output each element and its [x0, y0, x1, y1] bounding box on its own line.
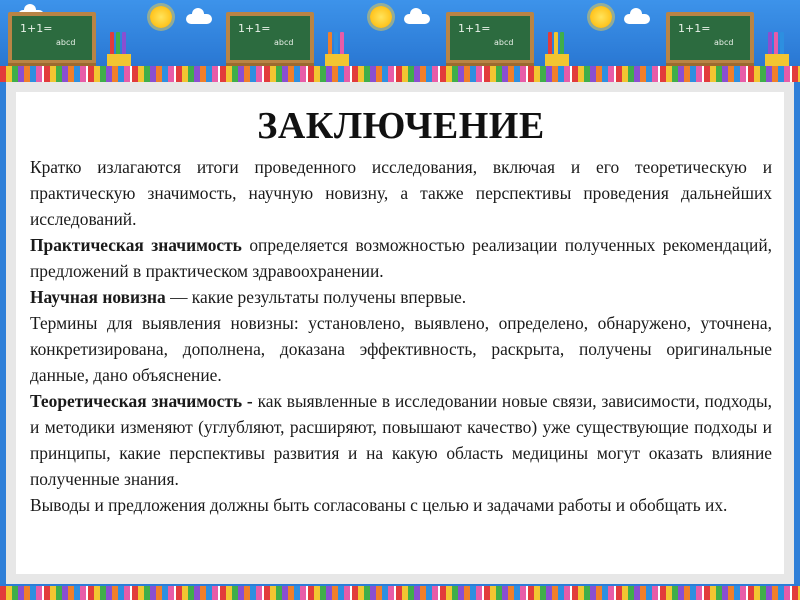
chalkboard-subtext: abcd: [274, 38, 294, 47]
chalkboard-subtext: abcd: [56, 38, 76, 47]
pencil-cup-icon: [762, 30, 792, 70]
term-scientific-novelty: Научная новизна: [30, 287, 166, 307]
paragraph-text: Кратко излагаются итоги проведенного исследования, включая и его теоретическую и практическую значимость, научную новизну, а также перспективы проведения дальнейших исследований.: [30, 157, 772, 229]
pencil-cup-icon: [542, 30, 572, 70]
chalkboard-image: [666, 12, 754, 64]
chalkboard-text: 1+1=: [20, 22, 53, 35]
paragraph-text: как выявленные в исследовании новые связи, зависимости, подходы, и методики изменяют (углубляют, расширяют, повышают качество) уже существующие подходы и принципы, какие перспективы развития и на какую область медицины могут оказать влияние полученные знания.: [30, 391, 773, 489]
paragraph-text: Выводы и предложения должны быть согласованы с целью и задачами работы и обобщать их.: [30, 495, 728, 515]
chalkboard-text: 1+1=: [678, 22, 711, 35]
chalkboard-subtext: abcd: [714, 38, 734, 47]
paragraph-text: — какие результаты получены впервые.: [165, 287, 467, 307]
paragraph-theoretical-significance: [30, 388, 772, 492]
paragraph-practical-significance: [30, 232, 772, 284]
top-decorative-border: [0, 0, 800, 82]
pencil-cup-icon: [322, 30, 352, 70]
sun-icon: [370, 6, 392, 28]
chalkboard-image: [226, 12, 314, 64]
sun-icon: [150, 6, 172, 28]
paragraph-conclusions: [30, 492, 772, 518]
cloud-icon: [404, 14, 430, 24]
term-practical-significance: Практическая значимость: [30, 235, 242, 255]
chalkboard-text: 1+1=: [238, 22, 271, 35]
cloud-icon: [186, 14, 212, 24]
pencil-row-decoration: [0, 586, 800, 600]
term-theoretical-significance: Теоретическая значимость -: [30, 391, 253, 411]
paragraph-novelty-terms: [30, 310, 772, 388]
pencil-cup-icon: [104, 30, 134, 70]
chalkboard-subtext: abcd: [494, 38, 514, 47]
slide-content: [16, 92, 784, 574]
sun-icon: [590, 6, 612, 28]
chalkboard-image: [446, 12, 534, 64]
paragraph-text: определяется возможностью реализации полученных рекомендаций, предложений в практическом здравоохранении.: [30, 235, 772, 281]
bottom-decorative-border: [0, 584, 800, 600]
slide-frame: [6, 82, 794, 584]
paragraph-summary: [30, 154, 772, 232]
chalkboard-text: 1+1=: [458, 22, 491, 35]
paragraph-text: Термины для выявления новизны: установлено, выявлено, определено, обнаружено, уточнена, конкретизирована, дополнена, доказана эффективность, раскрыта, получены оригинальные данные, дано объяснение.: [30, 313, 772, 385]
paragraph-scientific-novelty: [30, 284, 772, 310]
slide-title: ЗАКЛЮЧЕНИЕ: [257, 105, 545, 147]
cloud-icon: [624, 14, 650, 24]
pencil-row-decoration: [0, 66, 800, 82]
chalkboard-image: [8, 12, 96, 64]
